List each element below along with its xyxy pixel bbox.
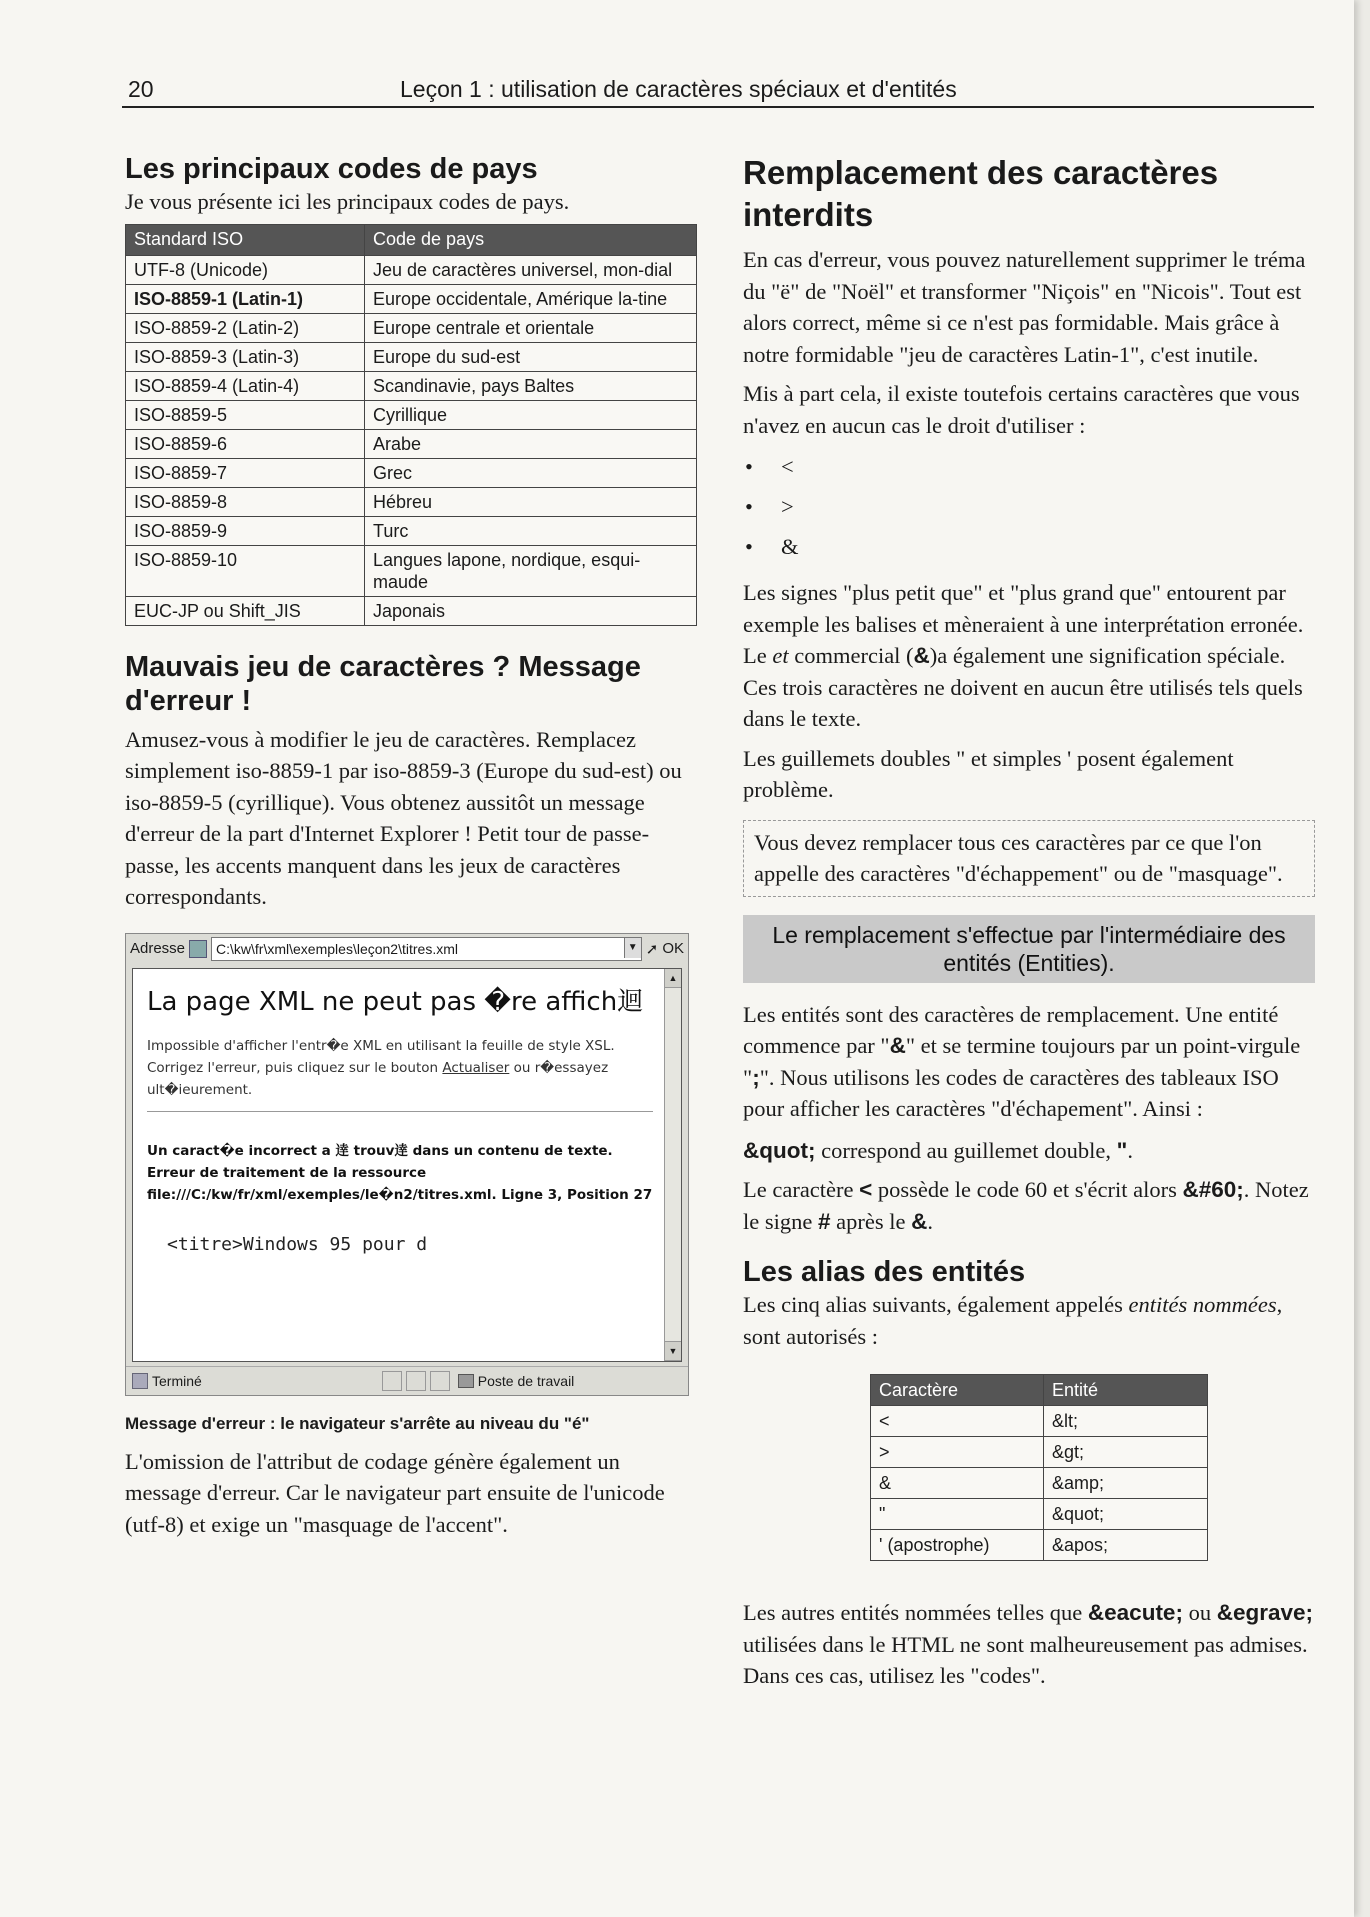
iso-cell: Europe du sud-est <box>365 342 697 371</box>
iso-cell: ISO-8859-6 <box>126 429 365 458</box>
iso-cell: Grec <box>365 458 697 487</box>
left-column <box>125 152 697 1540</box>
iso-table <box>125 224 697 626</box>
iso-cell: Jeu de caractères universel, mon-dial <box>365 255 697 284</box>
forbidden-chars-list <box>743 447 1315 567</box>
paragraph: Le caractère < possède le code 60 et s'écrit alors &#60;. Notez le signe # après le &. <box>743 1177 1309 1234</box>
table-row <box>126 255 697 284</box>
table-row <box>126 342 697 371</box>
iso-table-header-code: Code de pays <box>365 224 697 255</box>
page-icon <box>189 940 207 958</box>
paragraph: &quot; correspond au guillemet double, ". <box>743 1137 1133 1163</box>
section-heading-country-codes: Les principaux codes de pays <box>125 153 538 185</box>
section-heading-aliases: Les alias des entités <box>743 1256 1026 1288</box>
error-details: Un caract�e incorrect a 逹 trouv逹 dans un contenu de texte. Erreur de traitement de la ressource file:///C:/kw/fr/xml/exemples/le�n2/titres.xml. Ligne 3, Position 27 <box>147 1142 653 1203</box>
status-segment <box>406 1371 426 1391</box>
vertical-scrollbar[interactable] <box>664 969 681 1361</box>
iso-cell: Europe centrale et orientale <box>365 313 697 342</box>
entity-cell: ' (apostrophe) <box>871 1530 1044 1561</box>
entities-table <box>870 1374 1208 1561</box>
list-item: • < <box>745 454 794 479</box>
table-row <box>126 371 697 400</box>
table-row <box>126 400 697 429</box>
iso-cell: Arabe <box>365 429 697 458</box>
paragraph: Les entités sont des caractères de remplacement. Une entité commence par "&" et se termine toujours par un point-virgule ";". Nous utilisons les codes de caractères des tableaux ISO pour afficher les caractères "d'échapement". Ainsi : <box>743 1001 1301 1121</box>
section-heading-replacement: Remplacement des caractères interdits <box>743 154 1219 233</box>
refresh-link[interactable]: Actualiser <box>442 1059 510 1076</box>
list-item-text: > <box>781 494 794 519</box>
error-description <box>147 1035 653 1101</box>
entity-cell: &amp; <box>1044 1468 1208 1499</box>
scroll-down-icon[interactable]: ▼ <box>665 1341 681 1361</box>
running-title: Leçon 1 : utilisation de caractères spéciaux et d'entités <box>400 76 957 102</box>
iso-cell: ISO-8859-9 <box>126 516 365 545</box>
table-row <box>871 1530 1208 1561</box>
table-row <box>126 284 697 313</box>
address-input[interactable] <box>211 937 642 961</box>
page-header <box>122 72 1314 108</box>
iso-cell: ISO-8859-2 (Latin-2) <box>126 313 365 342</box>
paragraph: En cas d'erreur, vous pouvez naturellement supprimer le tréma du "ë" de "Noël" et transformer "Niçois" en "Nicois". Tout est alors correct, même si ce n'est pas formidable. Mais grâce à notre formidable "jeu de caractères Latin-1", c'est inutile. <box>743 247 1306 367</box>
address-bar <box>126 934 688 964</box>
status-segment <box>382 1371 402 1391</box>
browser-screenshot <box>125 933 689 1396</box>
browser-viewport <box>132 968 682 1362</box>
error-title: La page XML ne peut pas �re affich迴 <box>147 986 644 1017</box>
entity-cell: & <box>871 1468 1044 1499</box>
entities-header-entity: Entité <box>1044 1375 1208 1406</box>
note-box <box>743 820 1315 897</box>
paragraph: Les signes "plus petit que" et "plus grand que" entourent par exemple les balises et mèneraient à une interprétation erronée. Le et commercial (&)a également une signification spéciale. Ces trois caractères ne doivent en aucun être utilisés tels quels dans le texte. <box>743 580 1304 731</box>
ie-page-icon <box>132 1373 148 1389</box>
paragraph: Les guillemets doubles " et simples ' posent également problème. <box>743 745 1234 802</box>
iso-cell: Cyrillique <box>365 400 697 429</box>
iso-cell: ISO-8859-8 <box>126 487 365 516</box>
iso-cell: Hébreu <box>365 487 697 516</box>
page-number: 20 <box>128 76 154 102</box>
list-item-text: < <box>781 454 794 479</box>
note-text: Vous devez remplacer tous ces caractères par ce que l'on appelle des caractères "d'échappement" ou de "masquage". <box>754 829 1283 886</box>
table-row <box>871 1499 1208 1530</box>
paragraph: Les autres entités nommées telles que &eacute; ou &egrave; utilisées dans le HTML ne sont malheureusement pas admises. Dans ces cas, utilisez les "codes". <box>743 1600 1313 1688</box>
status-zone: Poste de travail <box>477 1372 575 1389</box>
entity-cell: < <box>871 1406 1044 1437</box>
table-row <box>871 1437 1208 1468</box>
status-segment <box>430 1371 450 1391</box>
computer-icon <box>458 1374 474 1388</box>
entity-cell: &quot; <box>1044 1499 1208 1530</box>
iso-cell: ISO-8859-7 <box>126 458 365 487</box>
table-row <box>126 458 697 487</box>
iso-cell: Japonais <box>365 596 697 625</box>
error-section-body: Amusez-vous à modifier le jeu de caractères. Remplacez simplement iso-8859-1 par iso-8859-3 (Europe du sud-est) ou iso-8859-5 (cyrillique). Vous obtenez aussitôt un message d'erreur de la part d'Internet Explorer ! Petit tour de passe-passe, les accents manquent dans les jeux de caractères correspondants. <box>125 726 682 909</box>
paragraph: Les cinq alias suivants, également appelés entités nommées, sont autorisés : <box>743 1292 1283 1349</box>
iso-cell: ISO-8859-4 (Latin-4) <box>126 371 365 400</box>
section-heading-error: Mauvais jeu de caractères ? Message d'erreur ! <box>125 650 641 717</box>
iso-cell: Scandinavie, pays Baltes <box>365 371 697 400</box>
go-arrow-icon[interactable]: ➚ <box>645 940 659 958</box>
chevron-down-icon[interactable]: ▼ <box>624 938 641 958</box>
iso-cell: Turc <box>365 516 697 545</box>
error-description-tail: ou r�essayez ult�ieurement. <box>147 1059 609 1098</box>
divider <box>147 1111 653 1112</box>
entity-cell: > <box>871 1437 1044 1468</box>
error-description-text: Impossible d'afficher l'entr�e XML en utilisant la feuille de style XSL. Corrigez l'erreur, puis cliquez sur le bouton <box>147 1037 615 1076</box>
iso-cell: ISO-8859-10 <box>126 545 365 596</box>
entities-header-char: Caractère <box>871 1375 1044 1406</box>
table-row <box>126 516 697 545</box>
iso-cell: EUC-JP ou Shift_JIS <box>126 596 365 625</box>
list-item: • > <box>745 494 794 519</box>
table-row <box>126 313 697 342</box>
list-item: • & <box>745 534 799 559</box>
list-item-text: & <box>781 534 799 559</box>
status-bar <box>126 1366 688 1395</box>
table-row <box>126 429 697 458</box>
iso-cell: ISO-8859-3 (Latin-3) <box>126 342 365 371</box>
info-banner: Le remplacement s'effectue par l'intermédiaire des entités (Entities). <box>743 915 1315 983</box>
go-button[interactable]: OK <box>662 940 684 957</box>
iso-cell: Langues lapone, nordique, esqui-maude <box>365 545 697 596</box>
right-column <box>743 152 1315 1692</box>
iso-cell: Europe occidentale, Amérique la-tine <box>365 284 697 313</box>
entity-cell: &gt; <box>1044 1437 1208 1468</box>
iso-cell: UTF-8 (Unicode) <box>126 255 365 284</box>
table-row <box>126 487 697 516</box>
table-row <box>126 545 697 596</box>
country-codes-intro: Je vous présente ici les principaux codes de pays. <box>125 189 570 214</box>
error-source-line: <titre>Windows 95 pour d <box>167 1233 428 1255</box>
table-row <box>126 596 697 625</box>
address-label: Adresse <box>130 940 186 957</box>
scroll-up-icon[interactable]: ▲ <box>665 969 681 988</box>
iso-cell: ISO-8859-1 (Latin-1) <box>126 284 365 313</box>
entity-cell: &lt; <box>1044 1406 1208 1437</box>
after-figure-paragraph: L'omission de l'attribut de codage génère également un message d'erreur. Car le navigateur part ensuite de l'unicode (utf-8) et exige un "masquage de l'accent". <box>125 1448 665 1537</box>
entity-cell: " <box>871 1499 1044 1530</box>
table-row <box>871 1406 1208 1437</box>
paragraph: Mis à part cela, il existe toutefois certains caractères que vous n'avez en aucun cas le droit d'utiliser : <box>743 381 1300 438</box>
iso-table-header-standard: Standard ISO <box>126 224 365 255</box>
status-text: Terminé <box>152 1372 202 1389</box>
entity-cell: &apos; <box>1044 1530 1208 1561</box>
table-row <box>871 1468 1208 1499</box>
address-value: C:\kw\fr\xml\exemples\leçon2\titres.xml <box>216 940 458 957</box>
figure-caption: Message d'erreur : le navigateur s'arrête au niveau du "é" <box>125 1413 590 1433</box>
iso-cell: ISO-8859-5 <box>126 400 365 429</box>
